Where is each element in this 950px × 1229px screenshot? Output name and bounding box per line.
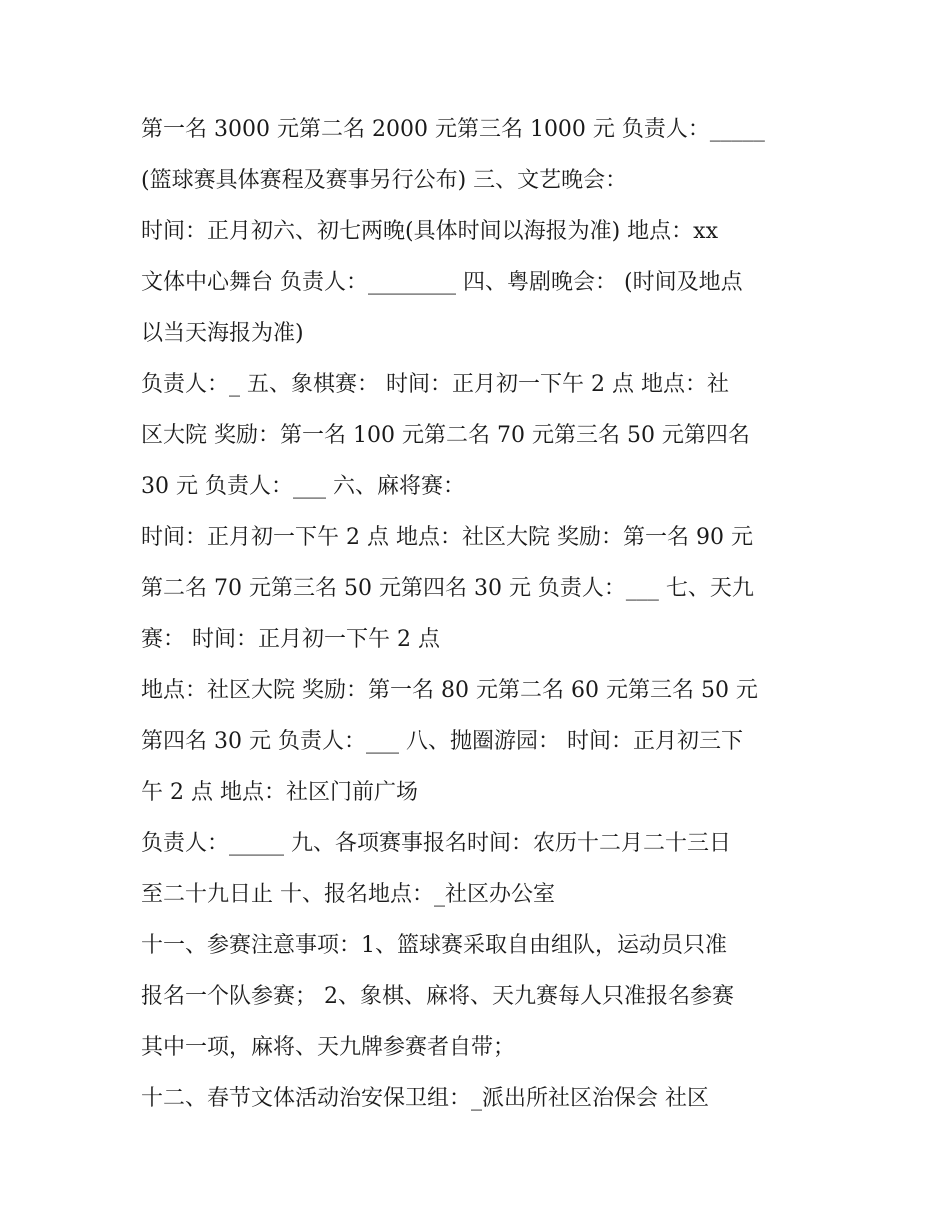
- text-line: 十二、春节文体活动治安保卫组：_派出所社区治保会 社区: [141, 1086, 709, 1111]
- text-line: 文体中心舞台 负责人：________ 四、粤剧晚会： (时间及地点: [141, 270, 743, 295]
- text-line: (篮球赛具体赛程及赛事另行公布) 三、文艺晚会：: [141, 168, 628, 193]
- document-body: [141, 104, 821, 1124]
- text-line: 区大院 奖励：第一名 100 元第二名 70 元第三名 50 元第四名: [141, 423, 750, 448]
- text-line: 以当天海报为准): [141, 321, 304, 346]
- text-line: 午 2 点 地点：社区门前广场: [141, 780, 418, 805]
- text-line: 其中一项，麻将、天九牌参赛者自带；: [141, 1035, 516, 1060]
- text-line: 第一名 3000 元第二名 2000 元第三名 1000 元 负责人：_____: [141, 117, 765, 142]
- text-line: 时间：正月初六、初七两晚(具体时间以海报为准) 地点：xx: [141, 219, 718, 244]
- text-line: 负责人：_ 五、象棋赛： 时间：正月初一下午 2 点 地点：社: [141, 372, 729, 397]
- text-line: 第四名 30 元 负责人：___ 八、抛圈游园： 时间：正月初三下: [141, 729, 743, 754]
- text-line: 至二十九日止 十、报名地点：_社区办公室: [141, 882, 555, 907]
- text-line: 报名一个队参赛； 2、象棋、麻将、天九赛每人只准报名参赛: [141, 984, 734, 1009]
- text-line: 30 元 负责人：___ 六、麻将赛：: [141, 474, 465, 499]
- text-line: 赛： 时间：正月初一下午 2 点: [141, 627, 440, 652]
- text-line: 第二名 70 元第三名 50 元第四名 30 元 负责人：___ 七、天九: [141, 576, 754, 601]
- text-line: 十一、参赛注意事项：1、篮球赛采取自由组队，运动员只准: [141, 933, 727, 958]
- text-line: 地点：社区大院 奖励：第一名 80 元第二名 60 元第三名 50 元: [141, 678, 758, 703]
- text-line: 负责人：_____ 九、各项赛事报名时间：农历十二月二十三日: [141, 831, 731, 856]
- text-line: 时间：正月初一下午 2 点 地点：社区大院 奖励：第一名 90 元: [141, 525, 753, 550]
